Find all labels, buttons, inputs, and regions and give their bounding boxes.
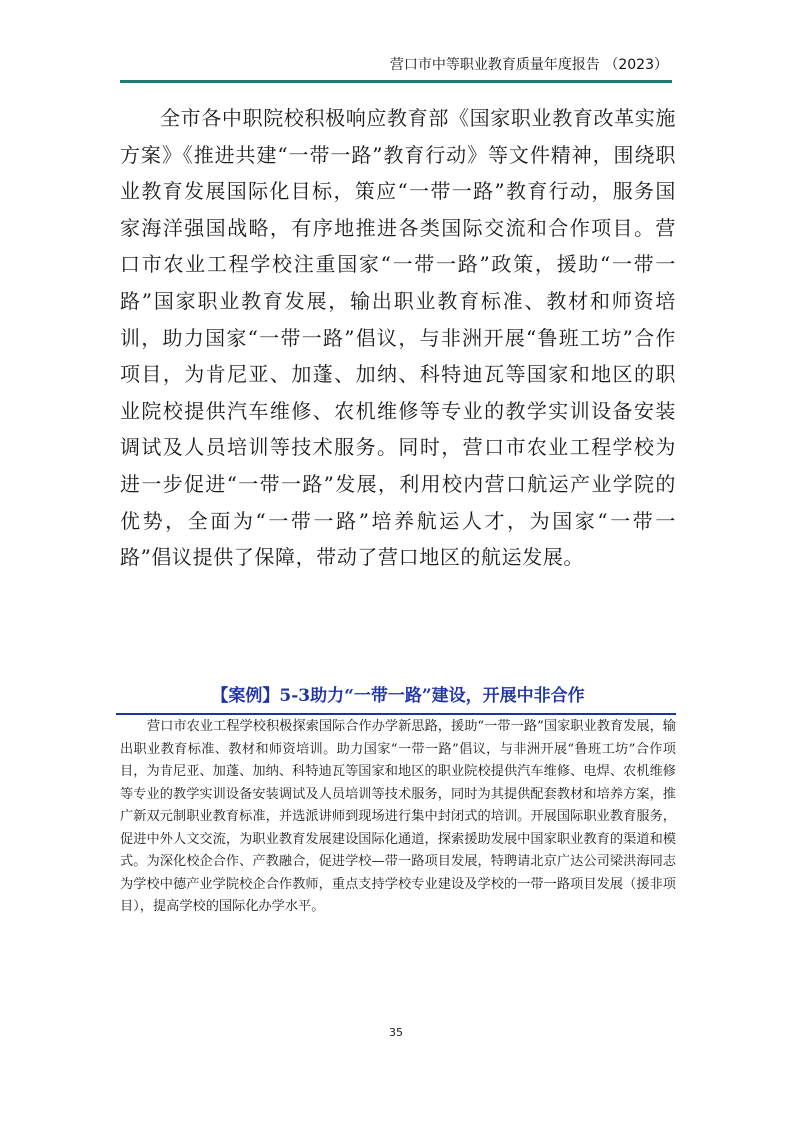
case-divider	[116, 713, 676, 715]
page-number: 35	[389, 1026, 403, 1039]
header-rule	[120, 80, 672, 83]
body-paragraph: 全市各中职院校积极响应教育部《国家职业教育改革实施方案》《推进共建“一带一路”教育行动》等文件精神，围绕职业教育发展国际化目标，策应“一带一路”教育行动，服务国家海洋强国战略，有序地推进各类国际交流和合作项目。营口市农业工程学校注重国家“一带一路”政策，援助“一带一路”国家职业教育发展，输出职业教育标准、教材和师资培训，助力国家“一带一路”倡议，与非洲开展“鲁班工坊”合作项目，为肯尼亚、加蓬、加纳、科特迪瓦等国家和地区的职业院校提供汽车维修、农机维修等专业的教学实训设备安装调试及人员培训等技术服务。同时，营口市农业工程学校为进一步促进“一带一路”发展，利用校内营口航运产业学院的优势，全面为“一带一路”培养航运人才，为国家“一带一路”倡议提供了保障，带动了营口地区的航运发展。	[120, 106, 676, 570]
case-paragraph: 营口市农业工程学校积极探索国际合作办学新思路，援助“一带一路”国家职业教育发展，输出职业教育标准、教材和师资培训。助力国家“一带一路”倡议，与非洲开展“鲁班工坊”合作项目，为肯尼亚、加蓬、加纳、科特迪瓦等国家和地区的职业院校提供汽车维修、电焊、农机维修等专业的教学实训设备安装调试及人员培训等技术服务，同时为其提供配套教材和培养方案，推广新双元制职业教育标准，并选派讲师到现场进行集中封闭式的培训。开展国际职业教育服务，促进中外人文交流，为职业教育发展建设国际化通道，探索援助发展中国家职业教育的渠道和模式。为深化校企合作、产教融合，促进学校—带一路项目发展，特聘请北京广达公司梁洪海同志为学校中德产业学院校企合作教师，重点支持学校专业建设及学校的一带一路项目发展（援非项目），提高学校的国际化办学水平。	[120, 719, 676, 914]
case-title: 【案例】5-3助力“一带一路”建设，开展中非合作	[211, 686, 585, 706]
running-header: 营口市中等职业教育质量年度报告 （2023）	[389, 57, 668, 73]
